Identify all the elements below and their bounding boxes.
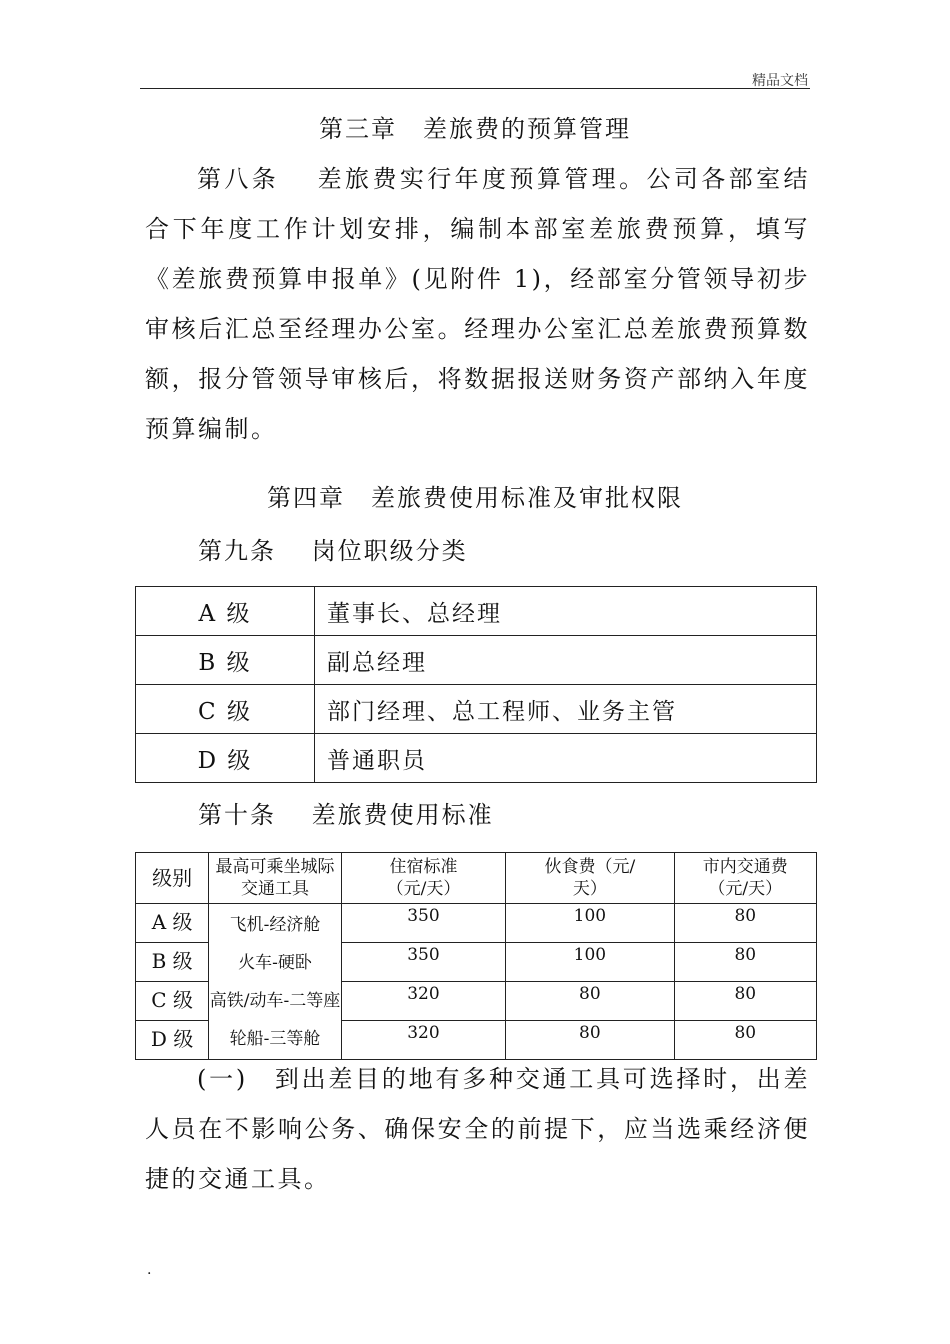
local-cell: 80 — [674, 943, 816, 982]
lodging-cell: 320 — [341, 1021, 505, 1060]
meals-cell: 100 — [506, 904, 674, 943]
article9-title: 第九条 岗位职级分类 — [198, 537, 468, 565]
positions-cell: 部门经理、总工程师、业务主管 — [315, 685, 817, 734]
lodging-cell: 350 — [341, 943, 505, 982]
transport-cell — [209, 904, 342, 1060]
grade-cell: D 级 — [136, 734, 315, 783]
positions-cell: 普通职员 — [315, 734, 817, 783]
table-row — [136, 587, 817, 636]
meals-cell: 100 — [506, 943, 674, 982]
table-row — [136, 685, 817, 734]
meals-cell: 80 — [506, 982, 674, 1021]
header-lodging: 住宿标准（元/天） — [341, 853, 505, 904]
lodging-cell: 350 — [341, 904, 505, 943]
level-cell: A 级 — [136, 904, 209, 943]
grade-table — [135, 586, 817, 783]
header-label: 精品文档 — [752, 73, 808, 89]
transport-item: 轮船-三等舱 — [229, 1029, 321, 1049]
level-cell: B 级 — [136, 943, 209, 982]
level-cell: D 级 — [136, 1021, 209, 1060]
grade-cell: B 级 — [136, 636, 315, 685]
transport-item: 飞机-经济舱 — [229, 915, 321, 935]
grade-cell: C 级 — [136, 685, 315, 734]
table-row — [136, 734, 817, 783]
positions-cell: 董事长、总经理 — [315, 587, 817, 636]
meals-cell: 80 — [506, 1021, 674, 1060]
table-row — [136, 904, 817, 943]
clause1-text: (一) 到出差目的地有多种交通工具可选择时，出差人员在不影响公务、确保安全的前提下，应当选乘经济便捷的交通工具。 — [145, 1065, 810, 1193]
chapter4-title: 第四章 差旅费使用标准及审批权限 — [267, 484, 683, 512]
grade-cell: A 级 — [136, 587, 315, 636]
table-row — [136, 636, 817, 685]
header-meals: 伙食费（元/天） — [506, 853, 674, 904]
header-rule — [140, 88, 810, 89]
transport-item: 火车-硬卧 — [238, 953, 312, 973]
transport-item: 高铁/动车-二等座 — [209, 991, 341, 1011]
local-cell: 80 — [674, 982, 816, 1021]
positions-cell: 副总经理 — [315, 636, 817, 685]
article10-title: 第十条 差旅费使用标准 — [198, 801, 494, 829]
clause1-paragraph — [145, 1054, 810, 1204]
level-cell: C 级 — [136, 982, 209, 1021]
standards-table — [135, 852, 817, 1060]
header-level: 级别 — [136, 853, 209, 904]
article8-paragraph — [145, 154, 810, 454]
header-transport: 最高可乘坐城际交通工具 — [209, 853, 342, 904]
local-cell: 80 — [674, 1021, 816, 1060]
chapter3-title: 第三章 差旅费的预算管理 — [319, 115, 631, 143]
local-cell: 80 — [674, 904, 816, 943]
article8-text: 第八条 差旅费实行年度预算管理。公司各部室结合下年度工作计划安排，编制本部室差旅费预算，填写《差旅费预算申报单》(见附件 1)，经部室分管领导初步审核后汇总至经理办公室。经理办公室汇总差旅费预算数额，报分管领导审核后，将数据报送财务资产部纳入年度预算编制。 — [145, 165, 810, 443]
header-local: 市内交通费（元/天） — [674, 853, 816, 904]
lodging-cell: 320 — [341, 982, 505, 1021]
table-header-row — [136, 853, 817, 904]
footer-dot: . — [147, 1262, 152, 1278]
